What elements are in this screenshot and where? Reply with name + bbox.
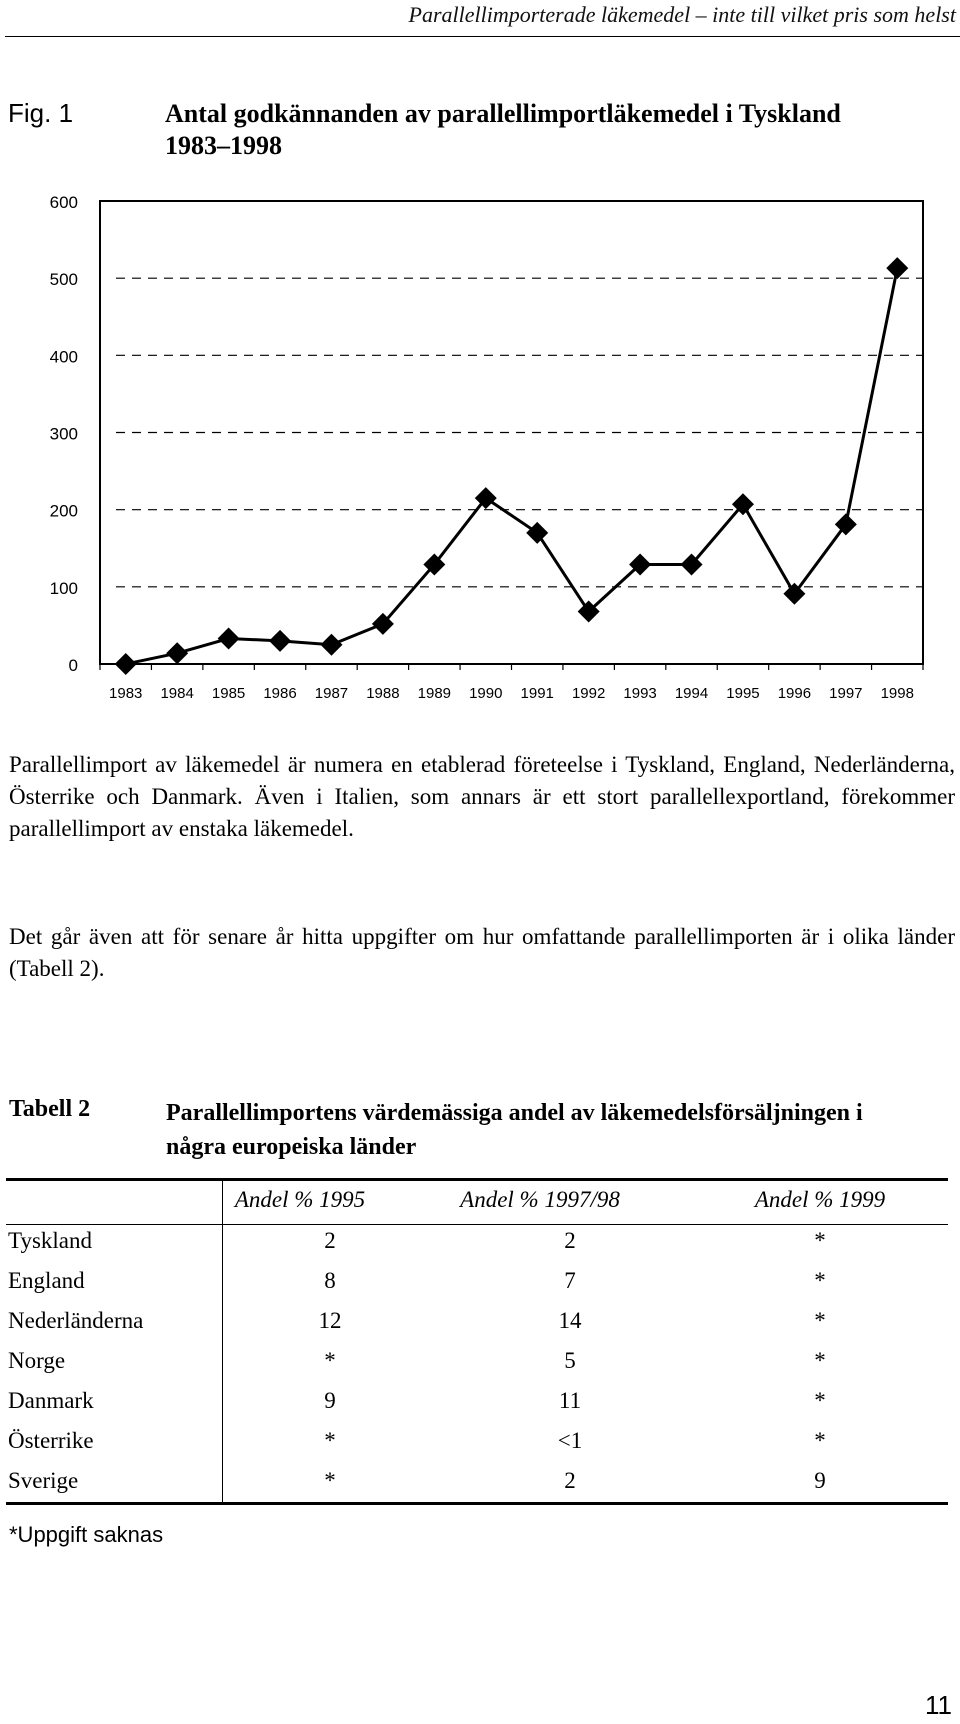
y-tick-label-300: 300 [49, 424, 78, 444]
value-cell: 2 [564, 1468, 576, 1493]
value-cell: * [814, 1348, 826, 1373]
y-tick-label-0: 0 [68, 656, 78, 675]
x-tick-label-1988: 1988 [366, 685, 400, 702]
table-row [0, 1348, 960, 1388]
x-tick-label-1995: 1995 [726, 685, 760, 702]
value-cell: * [814, 1388, 826, 1413]
table-rule-header [6, 1224, 948, 1225]
table-row [0, 1468, 960, 1508]
line-chart [0, 0, 960, 720]
value-cell: * [814, 1228, 826, 1253]
value-cell: 5 [564, 1348, 576, 1373]
column-header-1997-98: Andel % 1997/98 [460, 1187, 620, 1212]
value-cell: <1 [557, 1428, 583, 1453]
country-cell: Nederländerna [8, 1308, 144, 1333]
country-cell: Österrike [8, 1428, 94, 1453]
value-cell: * [324, 1468, 336, 1493]
country-cell: Tyskland [8, 1228, 92, 1253]
value-cell: * [814, 1268, 826, 1293]
x-tick-label-1996: 1996 [777, 685, 812, 702]
figure-title: Antal godkännanden av parallellimportläkemedel i Tyskland 1983–1998 [165, 99, 841, 160]
value-cell: 12 [318, 1308, 342, 1333]
column-header-1999: Andel % 1999 [754, 1187, 886, 1212]
country-cell: Norge [8, 1348, 66, 1373]
value-cell: 11 [558, 1388, 582, 1413]
table-row [0, 1268, 960, 1308]
value-cell: 14 [558, 1308, 582, 1333]
value-cell: 2 [324, 1228, 336, 1253]
table-row [0, 1388, 960, 1428]
y-tick-label-400: 400 [49, 347, 78, 367]
data-point-1998 [886, 257, 908, 279]
table-row [0, 1308, 960, 1348]
table-row [0, 1428, 960, 1468]
y-tick-label-600: 600 [49, 193, 78, 212]
data-point-1991 [526, 522, 548, 544]
page-number: 11 [925, 1690, 952, 1720]
value-cell: 9 [814, 1468, 826, 1493]
data-point-1986 [269, 630, 291, 652]
value-cell: 8 [324, 1268, 336, 1293]
value-cell: * [814, 1428, 826, 1453]
data-point-1987 [320, 634, 342, 656]
x-tick-label-1990: 1990 [469, 685, 503, 702]
value-cell: * [324, 1428, 336, 1453]
y-tick-label-200: 200 [49, 501, 78, 521]
running-header: Parallellimporterade läkemedel – inte till vilket pris som helst [408, 2, 956, 27]
x-tick-label-1983: 1983 [109, 685, 143, 702]
x-tick-label-1993: 1993 [623, 685, 657, 702]
data-point-1984 [166, 642, 188, 664]
x-tick-label-1994: 1994 [674, 685, 709, 702]
series-line [126, 268, 898, 664]
value-cell: * [324, 1348, 336, 1373]
value-cell: 7 [564, 1268, 576, 1293]
x-tick-label-1997: 1997 [829, 685, 863, 702]
x-tick-label-1984: 1984 [160, 685, 194, 702]
data-point-1996 [783, 583, 805, 605]
table-caption: Parallellimportens värdemässiga andel av läkemedelsförsäljningen i några europeiska länder [166, 1100, 863, 1160]
table-row [0, 1228, 960, 1268]
data-point-1983 [115, 653, 137, 675]
x-tick-label-1998: 1998 [880, 685, 914, 702]
x-tick-label-1991: 1991 [520, 685, 554, 702]
x-tick-label-1992: 1992 [571, 685, 606, 702]
country-cell: England [8, 1268, 85, 1293]
y-tick-label-500: 500 [49, 270, 78, 290]
data-point-1997 [835, 513, 857, 535]
y-tick-label-100: 100 [49, 578, 78, 598]
table-label: Tabell 2 [9, 1096, 91, 1122]
table-footnote: *Uppgift saknas [9, 1522, 164, 1547]
table-rule-top [6, 1178, 948, 1181]
x-tick-label-1989: 1989 [417, 685, 452, 702]
paragraph-1: Parallellimport av läkemedel är numera en etablerad företeelse i Tyskland, England, Nederländerna, Österrike och Danmark. Även i Italien, som annars är ett stort parallellexportland, förekommer parallellimport av enstaka läkemedel. [9, 752, 955, 841]
value-cell: * [814, 1308, 826, 1333]
value-cell: 9 [324, 1388, 336, 1413]
country-cell: Danmark [8, 1388, 94, 1413]
x-tick-label-1987: 1987 [314, 685, 349, 702]
paragraph-2: Det går även att för senare år hitta uppgifter om hur omfattande parallellimporten är i olika länder (Tabell 2). [9, 924, 955, 981]
country-cell: Sverige [8, 1468, 79, 1493]
value-cell: 2 [564, 1228, 576, 1253]
column-header-1995: Andel % 1995 [234, 1187, 366, 1212]
data-point-1985 [218, 628, 240, 650]
figure-label: Fig. 1 [8, 98, 74, 128]
x-tick-label-1985: 1985 [211, 685, 246, 702]
x-tick-label-1986: 1986 [263, 685, 297, 702]
